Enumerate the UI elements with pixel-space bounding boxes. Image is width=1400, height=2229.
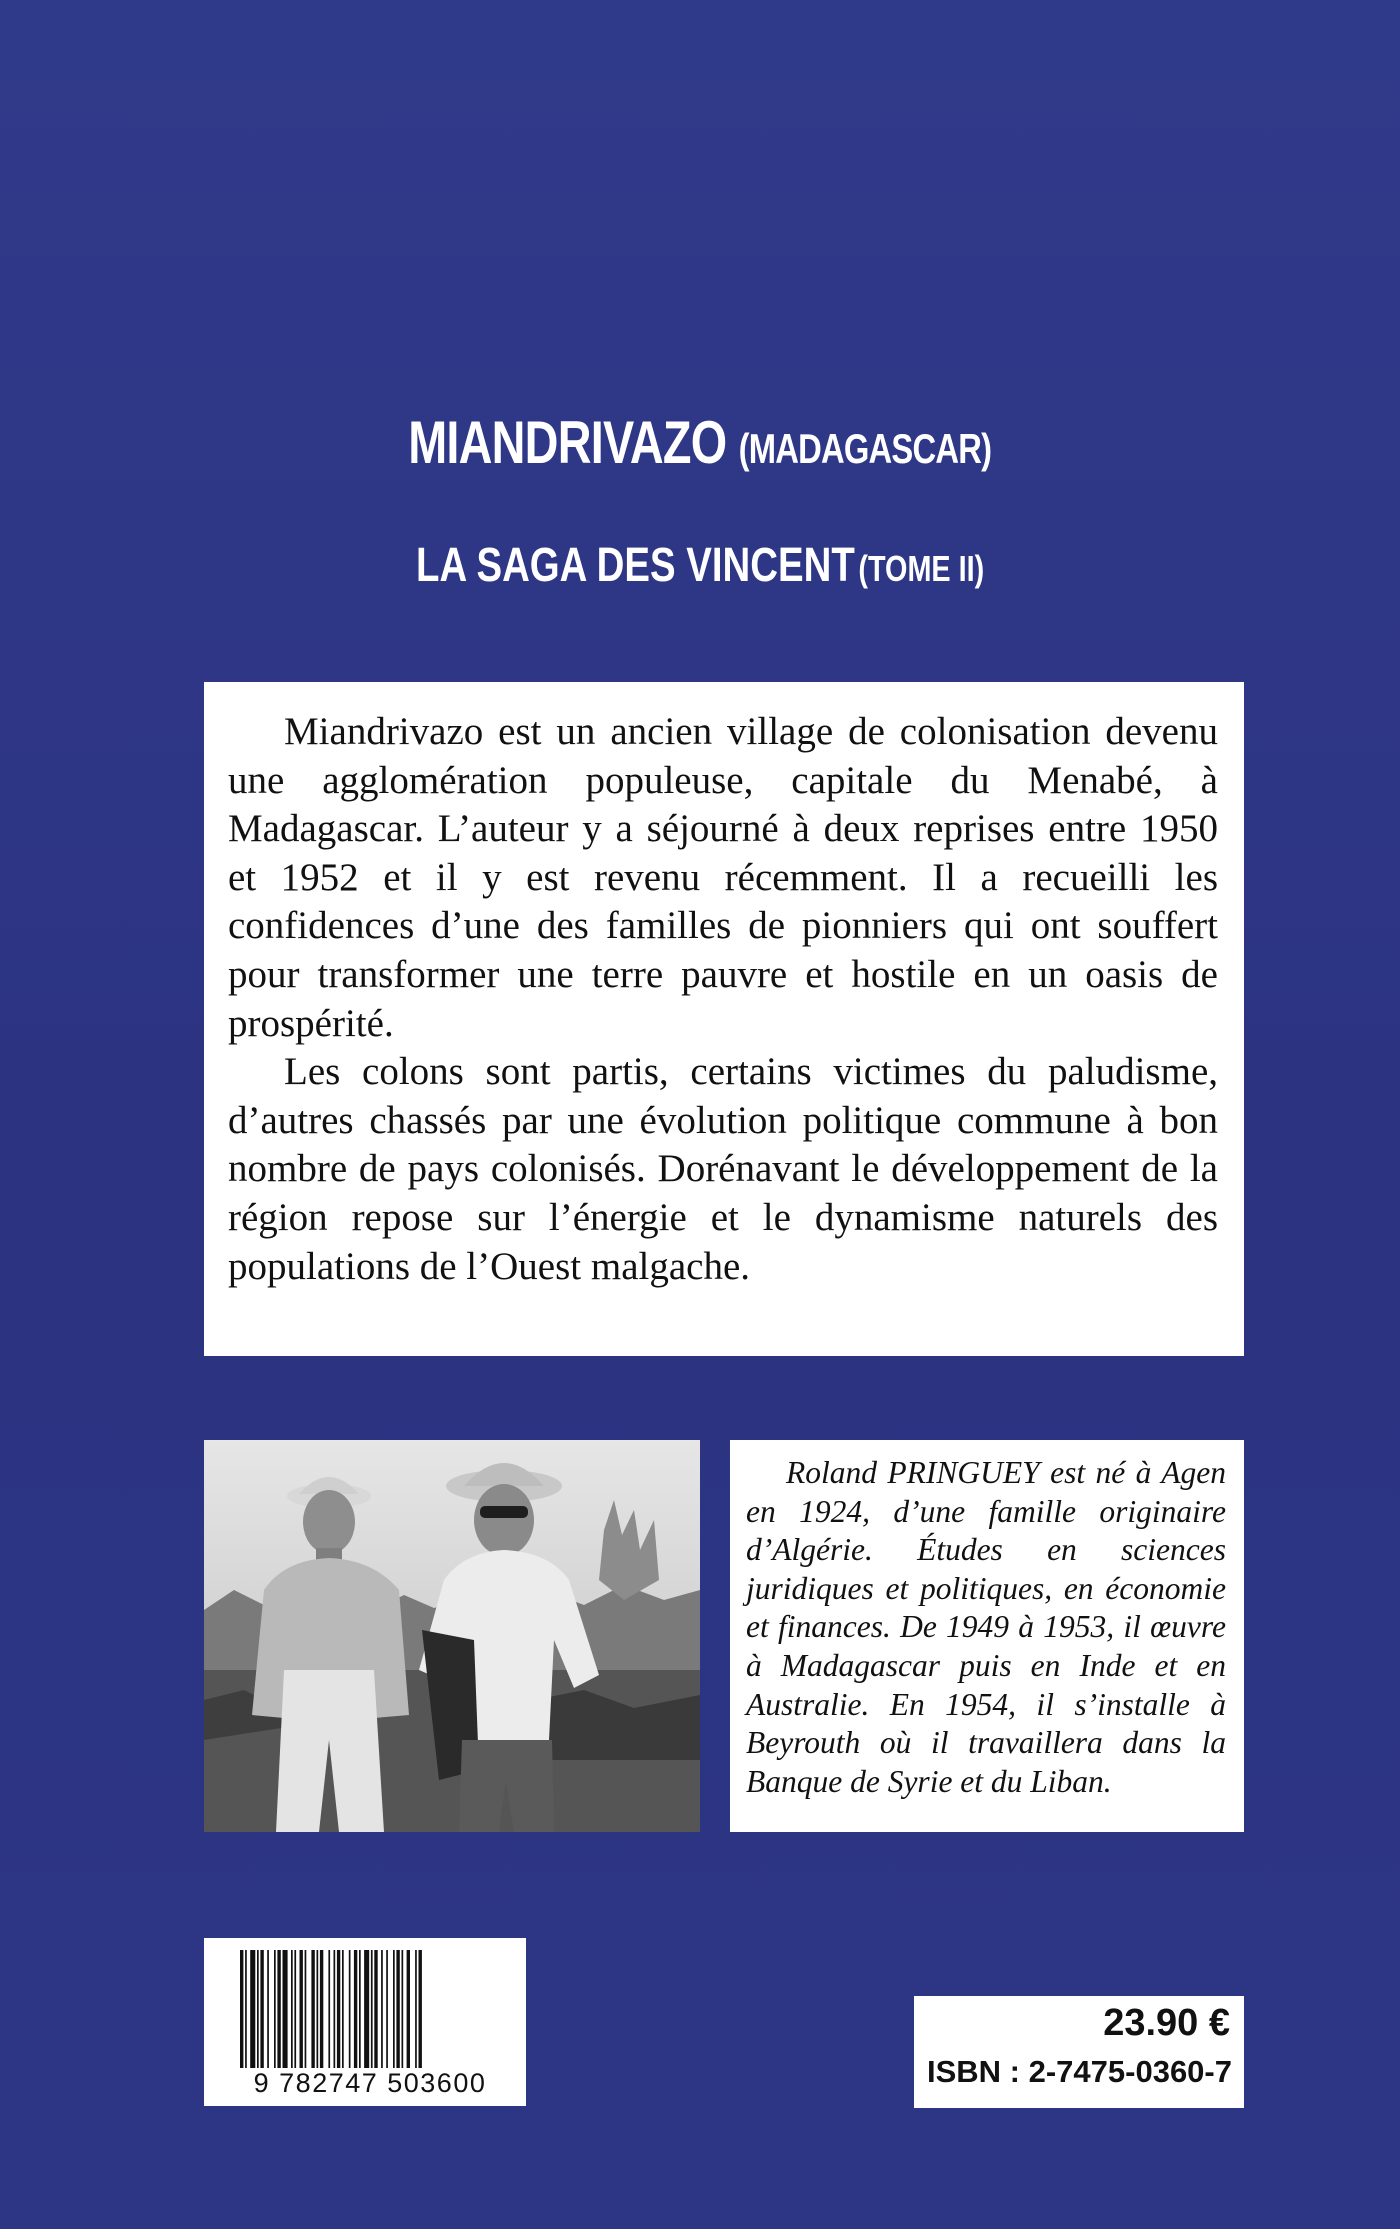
barcode-bar [320, 1950, 323, 2068]
barcode-bar [354, 1950, 357, 2068]
barcode-bar [402, 1950, 404, 2068]
barcode-bar [250, 1950, 255, 2068]
blurb-panel [204, 682, 1244, 1356]
book-title [0, 408, 1400, 477]
barcode-bar [305, 1950, 307, 2068]
book-subtitle [0, 538, 1400, 593]
barcode-bar [359, 1950, 361, 2068]
barcode-bar [300, 1950, 303, 2068]
author-photo [204, 1440, 700, 1832]
barcode-bar [407, 1950, 410, 2068]
price-isbn-box [914, 1996, 1244, 2108]
blurb-paragraph-2: Les colons sont partis, certains victimes du paludisme, d’autres chassés par une évolution politique commune à bon nombre de pays colonisés. Dorénavant le développement de la région repose sur l’énergie et le dynamisme naturels des populations de l’Ouest malgache. [228, 1050, 1218, 1288]
barcode-bar [245, 1950, 247, 2068]
barcode-bar [274, 1950, 276, 2068]
barcode-bar [374, 1950, 377, 2068]
barcode-bar [415, 1950, 417, 2068]
blurb-paragraph-1: Miandrivazo est un ancien village de colonisation devenu une agglomération populeuse, capitale du Menabé, à Madagascar. L’auteur y a séjourné à deux reprises entre 1950 et 1952 et il y est revenu récemment. Il a recueilli les confidences d’une des familles de pionniers qui ont souffert pour transformer une terre pauvre et hostile en un oasis de prospérité. [228, 710, 1218, 1045]
author-photo-image [204, 1440, 700, 1832]
barcode-bars [240, 1950, 512, 2068]
barcode-bar [334, 1950, 336, 2068]
barcode-bar [291, 1950, 293, 2068]
barcode-bar [337, 1950, 340, 2068]
barcode-bar [311, 1950, 314, 2068]
barcode-bar [260, 1950, 263, 2068]
barcode-bar [364, 1950, 369, 2068]
subtitle-main: LA SAGA DES VINCENT [415, 539, 855, 592]
barcode-bar [419, 1950, 422, 2068]
barcode-bar [393, 1950, 395, 2068]
barcode-bar [349, 1950, 351, 2068]
barcode-bar [396, 1950, 399, 2068]
barcode-bar [328, 1950, 330, 2068]
barcode-bar [386, 1950, 388, 2068]
title-sub: (MADAGASCAR) [738, 425, 992, 472]
barcode-bar [342, 1950, 344, 2068]
barcode-digits: 9 782747 503600 [253, 2068, 487, 2098]
barcode-bar [240, 1950, 243, 2068]
barcode-bar [294, 1950, 296, 2068]
barcode-bar [267, 1950, 269, 2068]
isbn-label: ISBN : 2-7475-0360-7 [927, 2054, 1232, 2089]
barcode-bar [277, 1950, 280, 2068]
barcode-bar [371, 1950, 373, 2068]
subtitle-sub: (TOME II) [858, 548, 985, 589]
author-bio-panel [730, 1440, 1244, 1832]
barcode-bar [381, 1950, 383, 2068]
author-bio-text: Roland PRINGUEY est né à Agen en 1924, d’une famille originaire d’Algérie. Études en sciences juridiques et politiques, en économie et finances. De 1949 à 1953, il œuvre à Madagascar puis en Inde et en Australie. En 1954, il s’installe à Beyrouth où il travaillera dans la Banque de Syrie et du Liban. [746, 1455, 1226, 1799]
price-label: 23.90 € [1103, 2002, 1230, 2044]
title-main: MIANDRIVAZO [408, 409, 727, 476]
barcode-bar [283, 1950, 288, 2068]
barcode-bar [257, 1950, 259, 2068]
barcode-bar [317, 1950, 319, 2068]
barcode [204, 1938, 526, 2106]
